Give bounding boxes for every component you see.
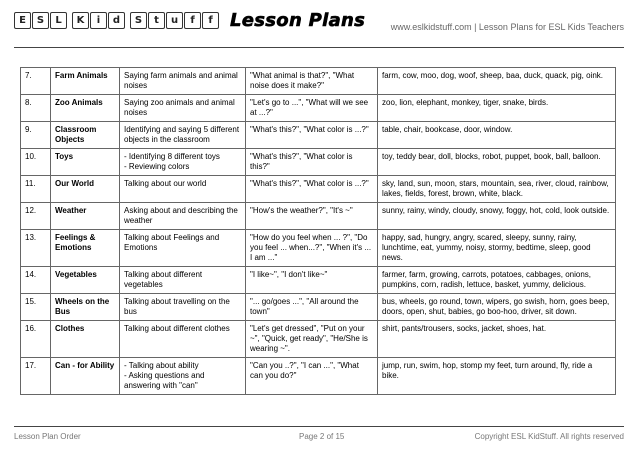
lesson-title: Vegetables xyxy=(51,267,120,294)
logo-letter-tile: t xyxy=(148,12,165,29)
lesson-vocabulary: table, chair, bookcase, door, window. xyxy=(378,122,616,149)
header-divider xyxy=(14,47,624,48)
logo-letter-tile: E xyxy=(14,12,31,29)
footer-divider xyxy=(14,426,624,427)
lesson-objective: Talking about different vegetables xyxy=(120,267,246,294)
lesson-number: 13. xyxy=(21,230,51,267)
lesson-table-body xyxy=(21,68,616,395)
table-row xyxy=(21,267,616,294)
lesson-title: Classroom Objects xyxy=(51,122,120,149)
logo-title: Lesson Plans xyxy=(230,10,366,31)
logo-letter-tile: K xyxy=(72,12,89,29)
lesson-title: Our World xyxy=(51,176,120,203)
lesson-language: "What's this?", "What color is this?" xyxy=(246,149,378,176)
logo-letter-tile: d xyxy=(108,12,125,29)
lesson-vocabulary: sky, land, sun, moon, stars, mountain, sea, river, cloud, rainbow, lakes, fields, forest, brown, white, black. xyxy=(378,176,616,203)
page-number: Page 2 of 15 xyxy=(299,432,345,441)
lesson-objective: Talking about our world xyxy=(120,176,246,203)
table-row xyxy=(21,230,616,267)
lesson-title: Farm Animals xyxy=(51,68,120,95)
lesson-number: 15. xyxy=(21,294,51,321)
lesson-objective: Identifying and saying 5 different objects in the classroom xyxy=(120,122,246,149)
lesson-language: "Let's get dressed", "Put on your ~", "Quick, get ready", "He/She is wearing ~". xyxy=(246,321,378,358)
lesson-language: "I like~", "I don't like~" xyxy=(246,267,378,294)
lesson-title: Feelings & Emotions xyxy=(51,230,120,267)
lesson-table xyxy=(20,67,616,395)
lesson-title: Can - for Ability xyxy=(51,358,120,395)
lesson-objective: Talking about different clothes xyxy=(120,321,246,358)
logo-letter-tile: S xyxy=(32,12,49,29)
lesson-vocabulary: happy, sad, hungry, angry, scared, sleepy, sunny, rainy, lunchtime, eat, yummy, noisy, stormy, bedtime, sleep, good news. xyxy=(378,230,616,267)
lesson-language: "How's the weather?", "It's ~" xyxy=(246,203,378,230)
logo-letter-tile: L xyxy=(50,12,67,29)
lesson-title: Toys xyxy=(51,149,120,176)
lesson-vocabulary: farmer, farm, growing, carrots, potatoes, cabbages, onions, pumpkins, corn, radish, lettuce, basket, yummy, delicious. xyxy=(378,267,616,294)
lesson-language: "How do you feel when ... ?", "Do you feel ... when...?", "When it's ... I am ..." xyxy=(246,230,378,267)
lesson-objective: Saying farm animals and animal noises xyxy=(120,68,246,95)
lesson-objective: Talking about travelling on the bus xyxy=(120,294,246,321)
lesson-language: "What animal is that?", "What noise does it make?" xyxy=(246,68,378,95)
lesson-title: Zoo Animals xyxy=(51,95,120,122)
table-row xyxy=(21,294,616,321)
lesson-number: 10. xyxy=(21,149,51,176)
table-row xyxy=(21,358,616,395)
lesson-number: 9. xyxy=(21,122,51,149)
table-row xyxy=(21,176,616,203)
lesson-number: 7. xyxy=(21,68,51,95)
logo-letter-tile: i xyxy=(90,12,107,29)
lesson-number: 16. xyxy=(21,321,51,358)
table-row xyxy=(21,68,616,95)
lesson-title: Wheels on the Bus xyxy=(51,294,120,321)
table-row xyxy=(21,321,616,358)
logo-letter-tile: S xyxy=(130,12,147,29)
lesson-number: 17. xyxy=(21,358,51,395)
lesson-objective: - Talking about ability - Asking questions and answering with "can" xyxy=(120,358,246,395)
logo-letter-tile: u xyxy=(166,12,183,29)
site-text: www.eslkidstuff.com | Lesson Plans for ESL Kids Teachers xyxy=(390,22,624,32)
lesson-objective: Asking about and describing the weather xyxy=(120,203,246,230)
lesson-number: 8. xyxy=(21,95,51,122)
lesson-objective: Talking about Feelings and Emotions xyxy=(120,230,246,267)
table-row xyxy=(21,95,616,122)
copyright: Copyright ESL KidStuff. All rights reserved xyxy=(474,432,624,441)
lesson-title: Weather xyxy=(51,203,120,230)
lesson-vocabulary: zoo, lion, elephant, monkey, tiger, snake, birds. xyxy=(378,95,616,122)
lesson-language: "Let's go to ...", "What will we see at ...?" xyxy=(246,95,378,122)
lesson-number: 11. xyxy=(21,176,51,203)
lesson-objective: Saying zoo animals and animal noises xyxy=(120,95,246,122)
logo-tiles xyxy=(14,12,220,29)
table-row xyxy=(21,122,616,149)
logo-letter-tile: f xyxy=(184,12,201,29)
lesson-language: "What's this?", "What color is ...?" xyxy=(246,122,378,149)
logo xyxy=(14,10,365,31)
lesson-number: 12. xyxy=(21,203,51,230)
lesson-vocabulary: sunny, rainy, windy, cloudy, snowy, foggy, hot, cold, look outside. xyxy=(378,203,616,230)
footer-left: Lesson Plan Order xyxy=(14,432,81,441)
lesson-language: "... go/goes ...", "All around the town" xyxy=(246,294,378,321)
lesson-vocabulary: shirt, pants/trousers, socks, jacket, shoes, hat. xyxy=(378,321,616,358)
table-row xyxy=(21,149,616,176)
lesson-vocabulary: jump, run, swim, hop, stomp my feet, turn around, fly, ride a bike. xyxy=(378,358,616,395)
lesson-vocabulary: farm, cow, moo, dog, woof, sheep, baa, duck, quack, pig, oink. xyxy=(378,68,616,95)
table-row xyxy=(21,203,616,230)
lesson-objective: - Identifying 8 different toys - Reviewing colors xyxy=(120,149,246,176)
logo-letter-tile: f xyxy=(202,12,219,29)
lesson-vocabulary: toy, teddy bear, doll, blocks, robot, puppet, book, ball, balloon. xyxy=(378,149,616,176)
lesson-vocabulary: bus, wheels, go round, town, wipers, go swish, horn, goes beep, doors, open, shut, babies, go boo-hoo, driver, sit down. xyxy=(378,294,616,321)
lesson-language: "What's this?", "What color is ...?" xyxy=(246,176,378,203)
lesson-number: 14. xyxy=(21,267,51,294)
lesson-title: Clothes xyxy=(51,321,120,358)
lesson-language: "Can you ..?", "I can ...", "What can you do?" xyxy=(246,358,378,395)
page-header xyxy=(14,10,624,44)
